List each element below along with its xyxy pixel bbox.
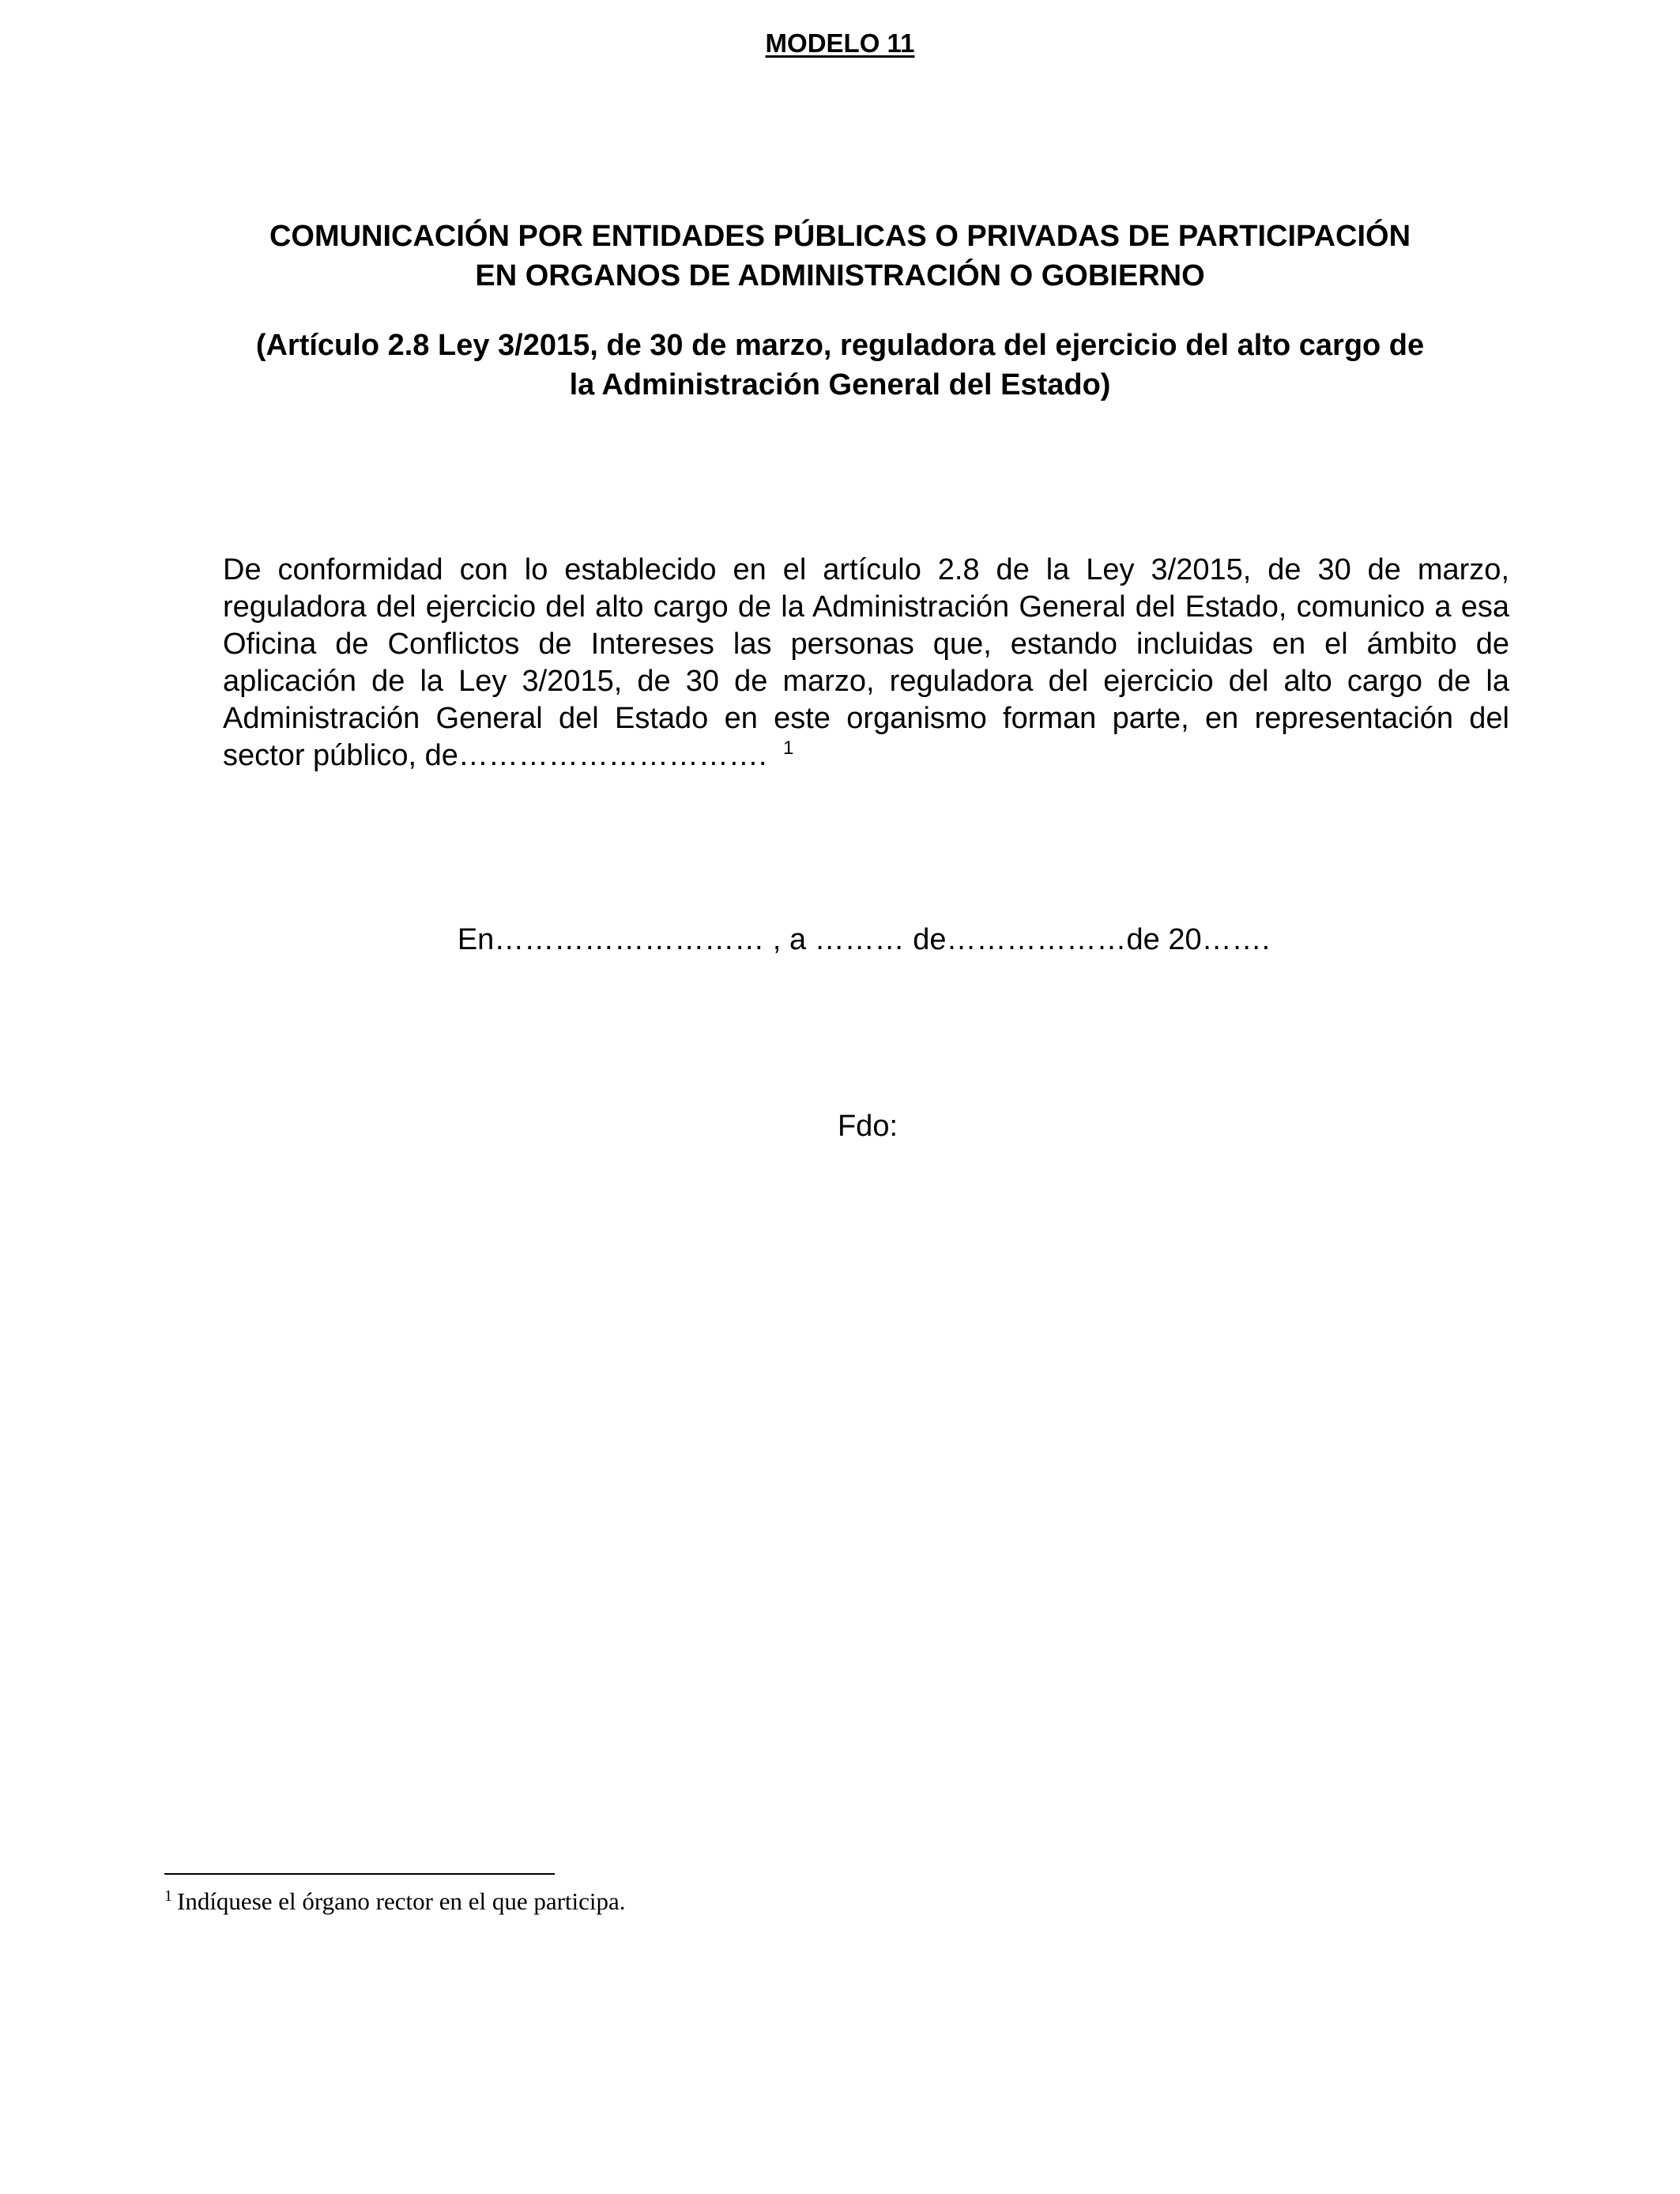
- footnote-separator: [164, 1873, 555, 1875]
- document-subtitle: [158, 326, 1522, 405]
- document-title: [158, 217, 1522, 296]
- document-title-line-1: COMUNICACIÓN POR ENTIDADES PÚBLICAS O PRIVADAS DE PARTICIPACIÓN: [269, 220, 1411, 253]
- body-paragraph: [223, 552, 1509, 775]
- signature-label: Fdo:: [837, 1110, 898, 1143]
- footnote: [164, 1887, 626, 1916]
- model-label: MODELO 11: [765, 28, 915, 58]
- body-paragraph-text: De conformidad con lo establecido en el artículo 2.8 de la Ley 3/2015, de 30 de marzo, reguladora del ejercicio del alto cargo de la Administración General del Estado, comunico a esa Oficina de Conflictos de Intereses las personas que, estando incluidas en el ámbito de aplicación de la Ley 3/2015, de 30 de marzo, reguladora del ejercicio del alto cargo de la Administración General del Estado en este organismo forman parte, en representación del sector público, de………………………….: [223, 553, 1509, 772]
- document-subtitle-line-1: (Artículo 2.8 Ley 3/2015, de 30 de marzo, reguladora del ejercicio del alto cargo de: [255, 329, 1425, 362]
- place-date-line: En……………………… , a ……… de………………de 20…….: [457, 923, 1271, 956]
- footnote-number: 1: [164, 1887, 172, 1905]
- footnote-reference: 1: [782, 737, 794, 760]
- document-title-line-2: EN ORGANOS DE ADMINISTRACIÓN O GOBIERNO: [475, 259, 1205, 292]
- footnote-text: Indíquese el órgano rector en el que participa.: [177, 1887, 626, 1915]
- document-subtitle-line-2: la Administración General del Estado): [569, 368, 1111, 401]
